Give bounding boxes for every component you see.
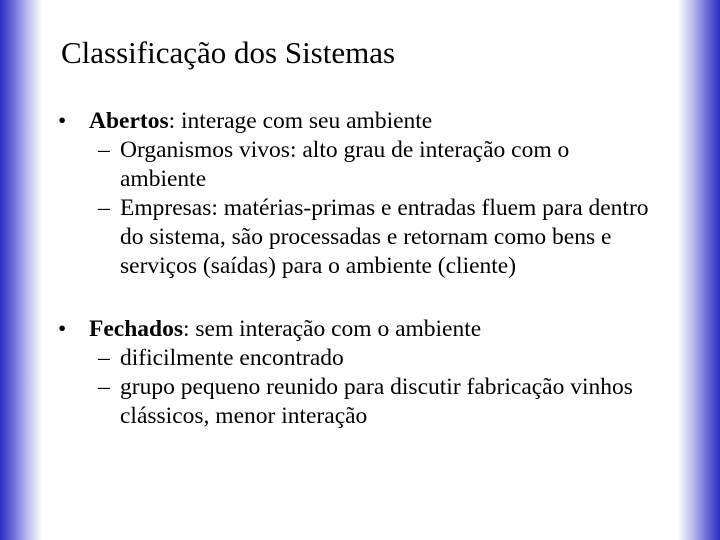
right-gradient-border	[678, 0, 720, 540]
sub-list	[58, 136, 668, 281]
bullet-text	[89, 107, 668, 136]
sub-list	[58, 344, 668, 431]
bullet-fechados	[58, 315, 668, 431]
bullet-rest: : interage com seu ambiente	[168, 108, 433, 134]
sub-item	[58, 194, 668, 281]
bullet-symbol: •	[58, 316, 67, 342]
sub-item	[58, 373, 668, 431]
sub-item-text: Empresas: matérias-primas e entradas fluem para dentro do sistema, são processadas e retornam como bens e serviços (saídas) para o ambiente (cliente)	[120, 195, 649, 279]
bullet-line	[58, 315, 668, 344]
dash-symbol: –	[98, 195, 110, 221]
bullet-line	[58, 107, 668, 136]
bullet-term: Abertos	[89, 108, 169, 134]
slide-title: Classificação dos Sistemas	[61, 35, 396, 70]
dash-symbol: –	[98, 137, 110, 163]
bullet-term: Fechados	[89, 316, 183, 342]
dash-symbol: –	[98, 374, 110, 400]
sub-item	[58, 344, 668, 373]
bullet-text	[89, 315, 668, 344]
bullet-abertos	[58, 107, 668, 281]
slide-content	[58, 107, 668, 431]
sub-item-text: dificilmente encontrado	[120, 345, 344, 371]
sub-item-text: grupo pequeno reunido para discutir fabricação vinhos clássicos, menor interação	[120, 374, 633, 429]
bullet-rest: : sem interação com o ambiente	[183, 316, 482, 342]
sub-item-text: Organismos vivos: alto grau de interação com o ambiente	[120, 137, 570, 192]
dash-symbol: –	[98, 345, 110, 371]
bullet-symbol: •	[58, 108, 67, 134]
sub-item	[58, 136, 668, 194]
left-gradient-border	[0, 0, 42, 540]
